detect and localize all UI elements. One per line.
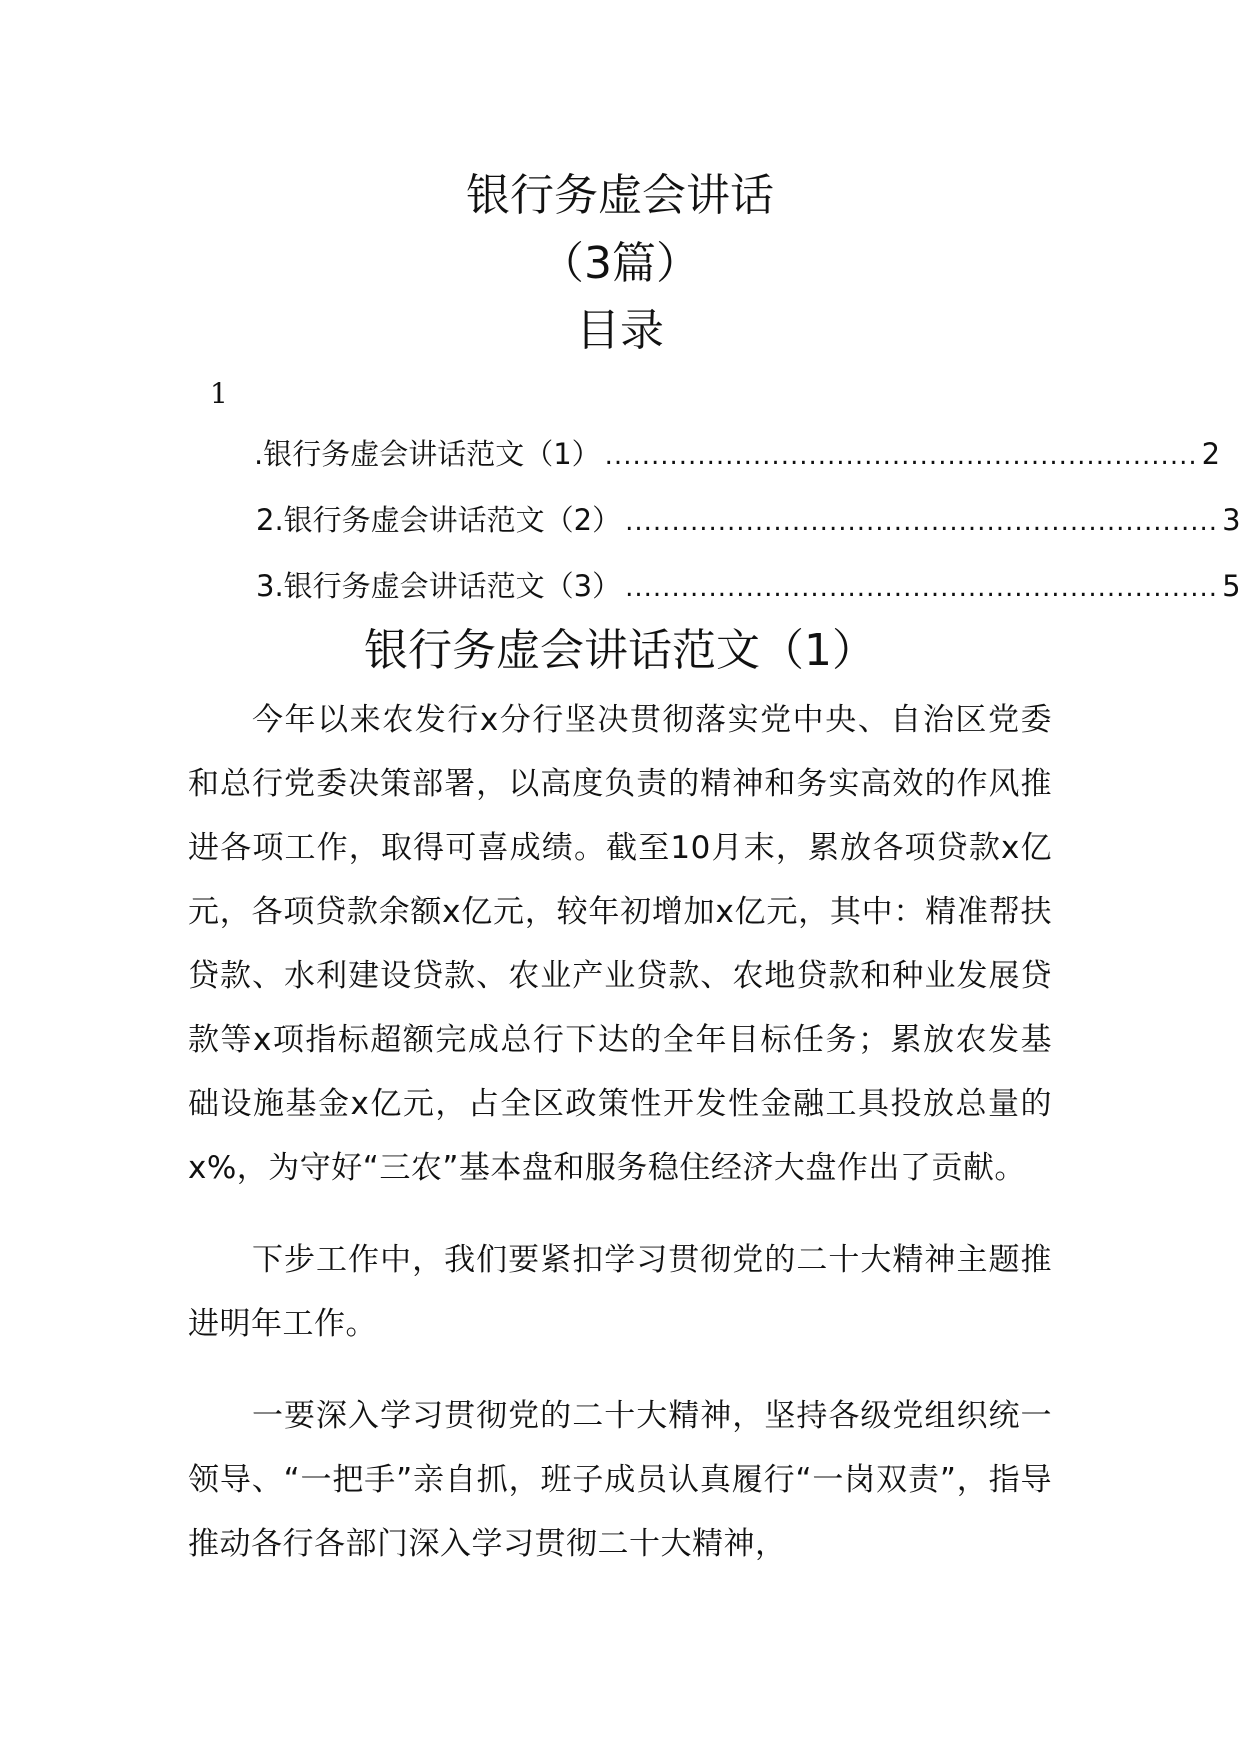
- toc-leader-dots: ................................................................: [625, 507, 1219, 537]
- toc-entry-label: 2.银行务虚会讲话范文（2）: [256, 503, 622, 537]
- paragraph: 一要深入学习贯彻党的二十大精神，坚持各级党组织统一领导、“一把手”亲自抓，班子成员认真履行“一岗双责”，指导推动各行各部门深入学习贯彻二十大精神，: [188, 1398, 1052, 1562]
- toc-entry-label: .银行务虚会讲话范文（1）: [254, 437, 601, 471]
- toc-page-number: 3: [1222, 503, 1241, 537]
- toc-leader-dots: ................................................................: [604, 441, 1198, 471]
- toc-page-number: 2: [1201, 437, 1221, 471]
- paragraph: 今年以来农发行x分行坚决贯彻落实党中央、自治区党委和总行党委决策部署，以高度负责的精神和务实高效的作风推进各项工作，取得可喜成绩。截至10月末，累放各项贷款x亿元，各项贷款余额x亿元，较年初增加x亿元，其中：精准帮扶贷款、水利建设贷款、农业产业贷款、农地贷款和种业发展贷款等x项指标超额完成总行下达的全年目标任务；累放农发基础设施基金x亿元，占全区政策性开发性金融工具投放总量的x%，为守好“三农”基本盘和服务稳住经济大盘作出了贡献。: [188, 702, 1052, 1186]
- toc-number: 1: [210, 377, 228, 410]
- toc-leader-dots: ................................................................: [625, 573, 1219, 603]
- body-text: [188, 688, 1052, 1604]
- toc-entry[interactable]: [256, 500, 1241, 540]
- document-subtitle: （3篇）: [540, 238, 700, 289]
- toc-entry[interactable]: [256, 566, 1241, 606]
- toc-page-number: 5: [1222, 569, 1241, 603]
- toc-heading: 目录: [576, 305, 664, 356]
- toc-entry-label: 3.银行务虚会讲话范文（3）: [256, 569, 622, 603]
- document-title: 银行务虚会讲话: [466, 170, 774, 221]
- section-heading: 银行务虚会讲话范文（1）: [364, 625, 876, 676]
- toc-entry[interactable]: [254, 434, 1221, 474]
- paragraph: 下步工作中，我们要紧扣学习贯彻党的二十大精神主题推进明年工作。: [188, 1242, 1052, 1342]
